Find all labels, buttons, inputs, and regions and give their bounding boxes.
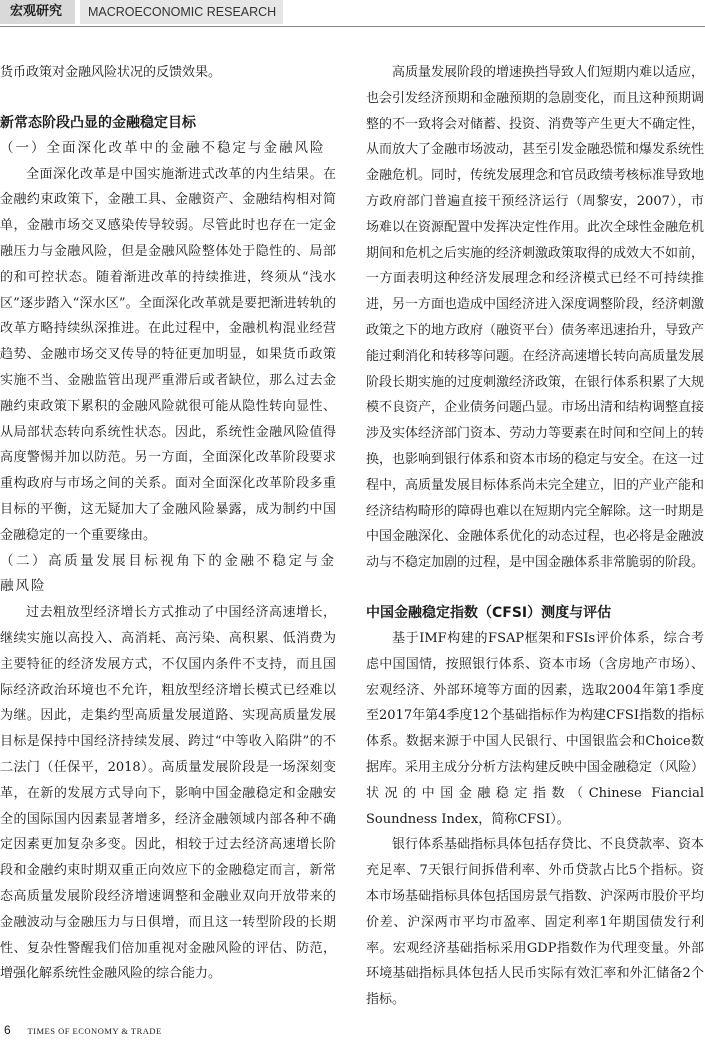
subheading-deepening-reform: （一）全面深化改革中的金融不稳定与金融风险: [0, 139, 326, 156]
section-label-en: MACROECONOMIC RESEARCH: [80, 0, 283, 24]
paragraph-growth-shift: 高质量发展阶段的增速换挡导致人们短期内难以适应，也会引发经济预期和金融预期的急剧变化，而且这种预期调整的不一致将会对储蓄、投资、消费等产生更大不确定性，从而放大了金融市场波动，甚至引发金融恐慌和爆发系统性金融危机。同时，传统发展理念和官员政绩考核标准导致地方政府部门普遍直接干预经济运行（周黎安，2007），市场难以在资源配置中发挥决定性作用。此次全球性金融危机期间和危机之后实施的经济刺激政策取得的成效大不如前，一方面表明这种经济发展理念和经济模式已经不可持续推进，另一方面也造成中国经济进入深度调整阶段，经济刺激政策之下的地方政府（融资平台）债务率迅速抬升，导致产能过剩消化和转移等问题。在经济高速增长转向高质量发展阶段长期实施的过度刺激经济政策，在银行体系积累了大规模不良资产，企业债务问题凸显。市场出清和结构调整直接涉及实体经济部门资本、劳动力等要素在时间和空间上的转换，也影响到银行体系和资本市场的稳定与安全。在这一过程中，高质量发展目标体系尚未完全建立，旧的产业产能和经济结构畸形的障碍也难以在短期内完全解除。这一时期是中国金融深化、金融体系优化的动态过程，也必将是金融波动与不稳定加剧的过程，是中国金融体系非常脆弱的阶段。: [366, 65, 705, 571]
magazine-name: TIMES OF ECONOMY & TRADE: [27, 1026, 162, 1036]
page-footer: [4, 1023, 162, 1037]
paragraph-cfsi-indicators: 银行体系基础指标具体包括存贷比、不良贷款率、资本充足率、7天银行间拆借利率、外币贷款占比5个指标。资本市场基础指标具体包括国房景气指数、沪深两市股价平均价差、沪深两市平均市盈率、固定利率1年期国债发行利率。宏观经济基础指标采用GDP指数作为代理变量。外部环境基础指标具体包括人民币实际有效汇率和外汇储备2个指标。: [366, 837, 705, 1008]
section-label-cn: 宏观研究: [0, 0, 75, 24]
header-rule: [0, 26, 705, 27]
paragraph-cfsi-method: 基于IMF构建的FSAP框架和FSIs评价体系，综合考虑中国国情，按照银行体系、资本市场（含房地产市场）、宏观经济、外部环境等方面的因素，选取2004年第1季度至2017年第4季度12个基础指标作为构建CFSI指数的指标体系。数据来源于中国人民银行、中国银监会和Choice数据库。采用主成分分析方法构建反映中国金融稳定（风险）状况的中国金融稳定指数（Chinese Fiancial Soundness Index，简称CFSI）。: [366, 630, 705, 827]
page-header: [0, 0, 705, 26]
left-column: [0, 60, 336, 987]
page-number: 6: [4, 1023, 11, 1037]
paragraph-deepening-reform: 全面深化改革是中国实施渐进式改革的内生结果。在金融约束政策下，金融工具、金融资产、金融结构相对简单，金融市场交叉感染传导较弱。尽管此时也存在一定金融压力与金融风险，但是金融风险整体处于隐性的、局部的和可控状态。随着渐进改革的持续推进，终须从“浅水区”逐步踏入“深水区”。全面深化改革就是要把渐进转轨的改革方略持续纵深推进。在此过程中，金融机构混业经营趋势、金融市场交叉传导的特征更加明显，如果货币政策实施不当、金融监管出现严重滞后或者缺位，那么过去金融约束政策下累积的金融风险就很可能从隐性转向显性、从局部状态转向系统性状态。因此，系统性金融风险值得高度警惕并加以防范。另一方面，全面深化改革阶段要求重构政府与市场之间的关系。面对全面深化改革阶段多重目标的平衡，这无疑加大了金融风险暴露，成为制约中国金融稳定的一个重要缘由。: [0, 166, 336, 543]
section-heading-financial-stability-goal: 新常态阶段凸显的金融稳定目标: [0, 114, 196, 131]
paragraph-high-quality-development: 过去粗放型经济增长方式推动了中国经济高速增长，继续实施以高投入、高消耗、高污染、高积累、低消费为主要特征的经济发展方式，不仅国内条件不支持，而且国际经济政治环境也不允许，粗放型经济增长模式已经难以为继。因此，走集约型高质量发展道路、实现高质量发展目标是保持中国经济持续发展、跨过“中等收入陷阱”的不二法门（任保平，2018）。高质量发展阶段是一场深刻变革，在新的发展方式导向下，影响中国金融稳定和金融安全的国际国内因素显著增多，经济金融领域内部各种不确定因素更加复杂多变。因此，相较于过去经济高速增长阶段和金融约束时期双重正向效应下的金融稳定而言，新常态高质量发展阶段经济增速调整和金融业双向开放带来的金融波动与金融压力与日俱增，而且这一转型阶段的长期性、复杂性警醒我们倍加重视对金融风险的评估、防范，增强化解系统性金融风险的综合能力。: [0, 605, 336, 982]
right-column: [366, 60, 704, 1013]
subheading-high-quality-development: （二）高质量发展目标视角下的金融不稳定与金融风险: [0, 552, 336, 595]
section-heading-cfsi: 中国金融稳定指数（CFSI）测度与评估: [366, 604, 612, 621]
paragraph-continued: 货币政策对金融风险状况的反馈效果。: [0, 65, 222, 80]
